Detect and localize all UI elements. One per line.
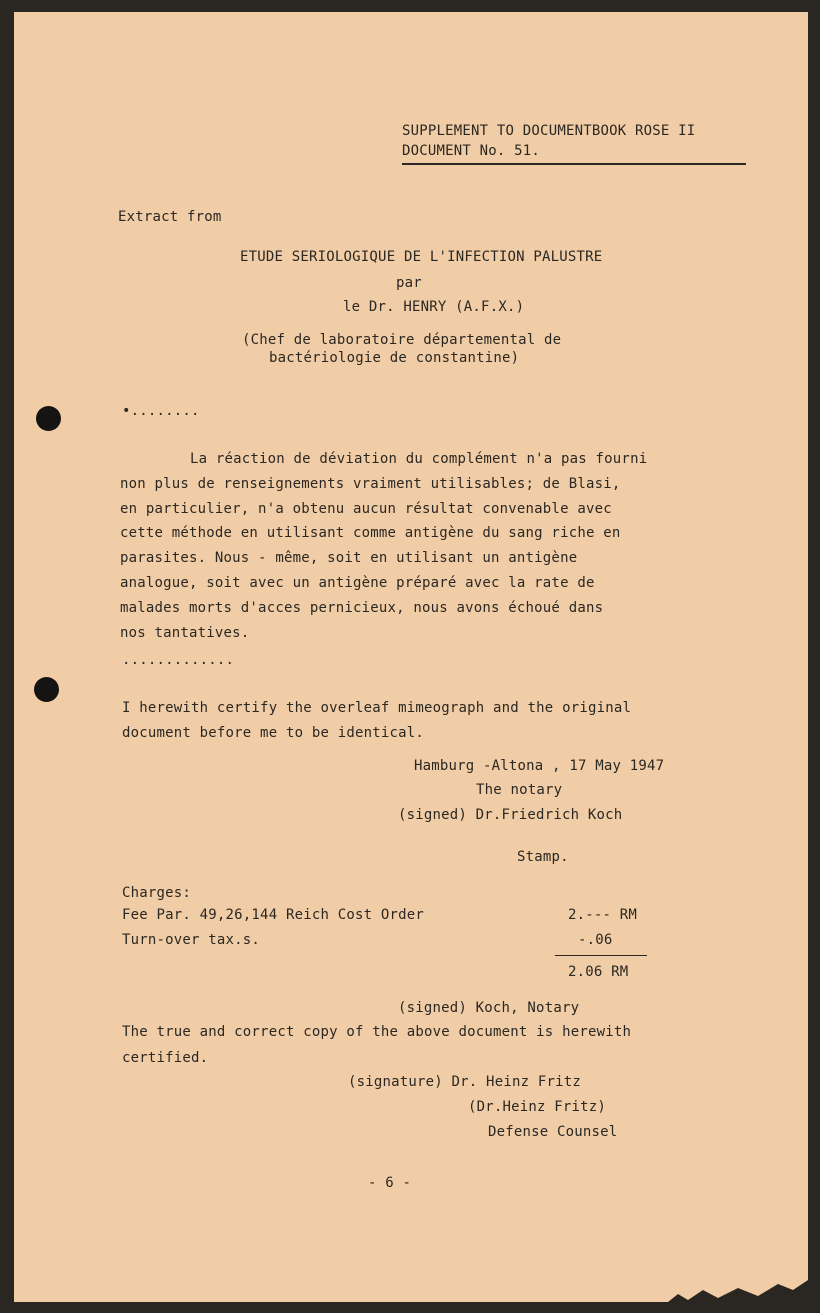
document-page <box>14 12 808 1302</box>
charges-heading: Charges: <box>122 885 192 901</box>
charge-row-1-label: Fee Par. 49,26,144 Reich Cost Order <box>122 907 425 923</box>
torn-corner <box>608 1272 808 1302</box>
stamp-text: Stamp. <box>517 849 569 865</box>
title-line-2: par <box>396 275 422 291</box>
notary-signed: (signed) Dr.Friedrich Koch <box>398 807 623 823</box>
charge-row-2-label: Turn-over tax.s. <box>122 932 261 948</box>
copy-cert-line-1: The true and correct copy of the above document is herewith <box>122 1024 632 1040</box>
body-line-7: malades morts d'acces pernicieux, nous avons échoué dans <box>120 600 604 616</box>
body-line-8: nos tantatives. <box>120 625 250 641</box>
charge-row-1-amount: 2.--- RM <box>568 907 638 923</box>
certify-line-2: document before me to be identical. <box>122 725 425 741</box>
signature-line-1: (signature) Dr. Heinz Fritz <box>348 1074 581 1090</box>
punch-hole-bottom <box>34 677 59 702</box>
certify-line-1: I herewith certify the overleaf mimeograph and the original <box>122 700 632 716</box>
notary-title: The notary <box>476 782 563 798</box>
ellipsis-top: •........ <box>122 403 200 419</box>
body-line-6: analogue, soit avec un antigène préparé avec la rate de <box>120 575 595 591</box>
ellipsis-bottom: ............. <box>122 652 235 668</box>
body-line-1: La réaction de déviation du complément n'a pas fourni <box>190 451 648 467</box>
signature-line-2: (Dr.Heinz Fritz) <box>468 1099 607 1115</box>
page-number: - 6 - <box>368 1175 412 1191</box>
charges-sum-rule <box>555 955 647 956</box>
title-line-3: le Dr. HENRY (A.F.X.) <box>343 299 525 315</box>
header-underline <box>402 163 746 165</box>
header-line-1: SUPPLEMENT TO DOCUMENTBOOK ROSE II <box>402 123 696 139</box>
charges-total: 2.06 RM <box>568 964 629 980</box>
title-line-1: ETUDE SERIOLOGIQUE DE L'INFECTION PALUSTRE <box>240 249 603 265</box>
signature-line-3: Defense Counsel <box>488 1124 618 1140</box>
body-line-4: cette méthode en utilisant comme antigène du sang riche en <box>120 525 621 541</box>
title-line-5: bactériologie de constantine) <box>269 350 520 366</box>
header-line-2: DOCUMENT No. 51. <box>402 143 541 159</box>
place-date: Hamburg -Altona , 17 May 1947 <box>414 758 665 774</box>
punch-hole-top <box>36 406 61 431</box>
intro-text: Extract from <box>118 209 222 225</box>
copy-cert-line-2: certified. <box>122 1050 209 1066</box>
body-line-5: parasites. Nous - même, soit en utilisant un antigène <box>120 550 578 566</box>
charge-row-2-amount: -.06 <box>578 932 613 948</box>
body-line-3: en particulier, n'a obtenu aucun résultat convenable avec <box>120 501 612 517</box>
title-line-4: (Chef de laboratoire départemental de <box>242 332 562 348</box>
body-line-2: non plus de renseignements vraiment utilisables; de Blasi, <box>120 476 621 492</box>
signed-koch: (signed) Koch, Notary <box>398 1000 580 1016</box>
